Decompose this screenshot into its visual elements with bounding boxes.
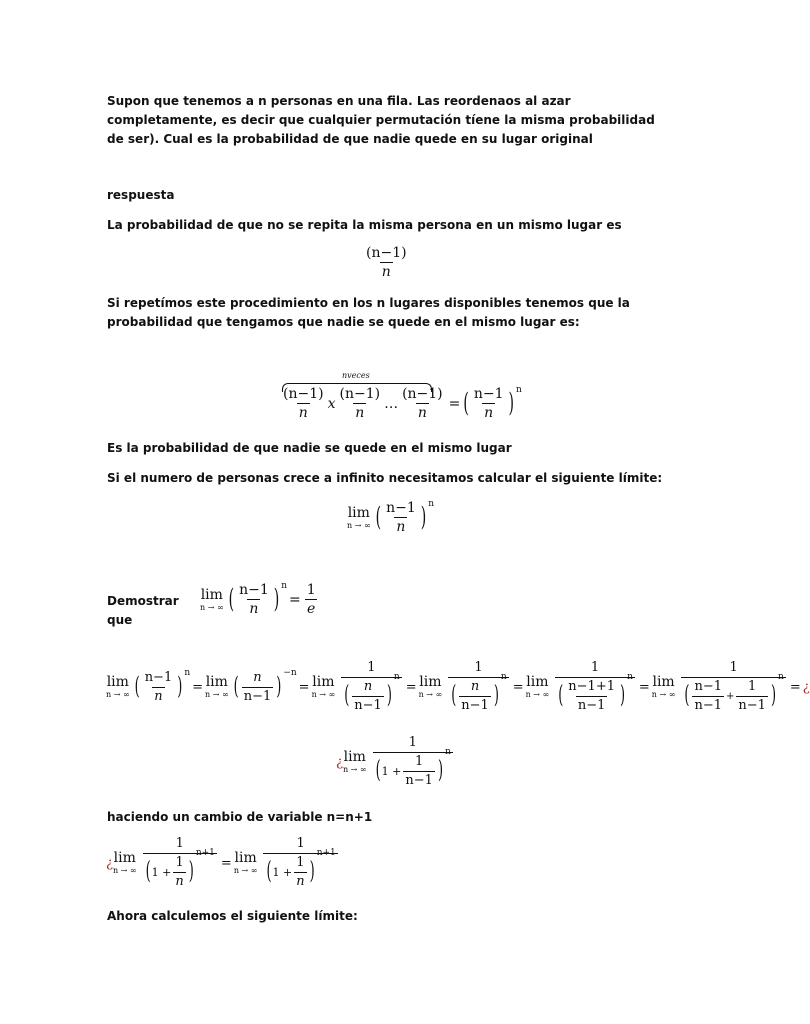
lim-word: lim	[419, 674, 442, 690]
formula-continued	[336, 735, 455, 789]
numerator: (n−1)	[339, 386, 381, 402]
equals-sign: =	[448, 395, 461, 412]
formula-product	[279, 386, 522, 421]
denominator: n	[298, 405, 308, 421]
denominator: n−1	[577, 698, 606, 713]
denominator	[341, 671, 402, 714]
inverted-question-mark: ¿	[106, 855, 113, 871]
numerator: n−1	[473, 386, 504, 402]
denominator: n	[296, 874, 305, 889]
formula-substitution	[106, 836, 340, 890]
numerator: 1	[175, 836, 184, 851]
denominator: n	[249, 601, 259, 617]
numerator: 1	[415, 754, 424, 769]
left-paren: (	[375, 502, 382, 533]
exponent: −n	[283, 668, 297, 678]
formula-limit	[347, 500, 434, 535]
equals-sign: =	[789, 679, 801, 695]
fraction	[692, 679, 724, 714]
denominator: n	[417, 405, 427, 421]
exponent: n+1	[195, 847, 215, 858]
demostrar-label: Demostrar que	[107, 594, 179, 627]
lim-subscript: n → ∞	[205, 690, 229, 699]
ellipsis: …	[384, 395, 399, 412]
lim-subscript: n → ∞	[347, 520, 371, 530]
exponent: n	[281, 580, 287, 591]
equals-sign: =	[298, 679, 310, 695]
one-plus: 1 +	[151, 865, 172, 879]
limit-operator	[419, 674, 443, 700]
inverted-question-mark: ¿	[336, 754, 343, 770]
denominator	[263, 847, 337, 890]
equals-sign: =	[405, 679, 417, 695]
numerator: n−1+1	[568, 679, 615, 694]
fraction	[337, 386, 382, 421]
lim-subscript: n → ∞	[418, 690, 443, 699]
numerator: 1	[729, 660, 738, 675]
formula-single-prob	[362, 245, 411, 280]
prob-line: La probabilidad de que no se repita la misma persona en un mismo lugar es	[107, 218, 622, 232]
exponent: n	[428, 498, 434, 509]
lim-subscript: n → ∞	[106, 690, 130, 699]
numerator: 1	[296, 836, 305, 851]
left-paren: (	[684, 681, 690, 710]
si-numero-line: Si el numero de personas crece a infinito necesitamos calcular el siguiente límite:	[107, 471, 663, 485]
lim-word: lim	[200, 586, 223, 603]
limit-operator	[652, 674, 676, 700]
fraction	[281, 386, 326, 421]
denominator: n−1	[354, 698, 382, 713]
limit-operator	[343, 749, 367, 775]
numerator: 1	[175, 855, 184, 870]
right-paren: )	[420, 502, 427, 533]
limit-operator	[113, 850, 137, 876]
left-paren: (	[451, 681, 457, 710]
denominator: n−1	[694, 698, 723, 713]
numerator: n−1	[144, 669, 173, 685]
numerator: n−1	[386, 500, 416, 516]
denominator	[681, 671, 785, 714]
fraction	[242, 670, 274, 705]
numerator: n	[253, 669, 262, 685]
exponent: n	[515, 384, 522, 395]
plus-sign: +	[726, 690, 735, 702]
numerator: 1	[748, 679, 757, 694]
fraction	[143, 836, 217, 890]
exponent: n	[393, 671, 400, 682]
lim-subscript: n → ∞	[112, 866, 137, 875]
left-paren: (	[145, 857, 151, 886]
lim-subscript: n → ∞	[525, 690, 550, 699]
fraction	[294, 855, 306, 890]
numerator: n−1	[239, 582, 269, 598]
numerator: (n−1)	[366, 245, 407, 261]
numerator: 1	[590, 660, 600, 675]
lim-subscript: n → ∞	[311, 690, 336, 699]
repeat-paragraph: Si repetímos este procedimiento en los n lugares disponibles tenemos que la probabilidad que tengamos que nadie se quede en el mismo lugar es:	[107, 296, 630, 329]
es-prob-line: Es la probabilidad de que nadie se quede en el mismo lugar	[107, 441, 512, 455]
numerator: 1	[367, 660, 376, 675]
left-paren: (	[266, 857, 272, 886]
denominator: n−1	[461, 698, 489, 713]
numerator: 1	[474, 660, 483, 675]
lim-subscript: n → ∞	[651, 690, 676, 699]
numerator: 1	[408, 735, 417, 750]
numerator: n	[470, 679, 480, 694]
fraction	[143, 670, 175, 705]
numerator: 1	[296, 855, 305, 870]
fraction	[736, 679, 768, 714]
lim-subscript: n → ∞	[200, 602, 224, 612]
limit-operator	[234, 850, 258, 876]
denominator	[143, 847, 217, 890]
denominator: n	[175, 874, 184, 889]
equals-sign: =	[192, 679, 204, 695]
numerator: (n−1)	[402, 386, 443, 402]
equals-sign: =	[220, 855, 232, 871]
equals-sign: =	[512, 679, 524, 695]
lim-word: lim	[113, 850, 136, 866]
denominator: n	[396, 519, 406, 535]
fraction	[403, 754, 435, 789]
nveces-label: nveces	[342, 371, 370, 380]
lim-word: lim	[652, 674, 675, 690]
exponent: n	[445, 746, 451, 757]
denominator	[555, 671, 635, 714]
limit-operator	[312, 674, 336, 700]
right-paren: )	[188, 857, 194, 886]
fraction	[263, 836, 337, 890]
lim-word: lim	[526, 674, 549, 690]
left-paren: (	[375, 756, 381, 785]
right-paren: )	[177, 672, 183, 702]
lim-word: lim	[312, 674, 335, 690]
fraction	[237, 582, 271, 617]
intro-paragraph: Supon que tenemos a n personas en una fila. Las reordenaos al azar completamente, es decir que cualquier permutación tíene la misma probabilidad de ser). Cual es la probabilidad de que nadie quede en su lugar original	[107, 94, 655, 146]
limit-operator	[205, 674, 229, 700]
fraction	[373, 735, 453, 789]
exponent: n	[184, 668, 191, 678]
denominator: n−1	[243, 688, 272, 704]
fraction	[681, 660, 785, 714]
lim-word: lim	[106, 674, 129, 690]
fraction	[305, 582, 318, 617]
limit-operator	[200, 587, 224, 613]
fraction	[472, 386, 506, 421]
fraction	[352, 679, 384, 714]
fraction	[364, 245, 409, 280]
formula-demostrar	[200, 582, 320, 617]
cambio-line: haciendo un cambio de variable n=n+1	[107, 810, 373, 824]
denominator	[373, 746, 453, 789]
limit-operator	[106, 674, 130, 700]
fraction	[400, 386, 445, 421]
denominator: n	[381, 264, 391, 280]
fraction	[459, 679, 491, 714]
respuesta-label: respuesta	[107, 188, 175, 202]
fraction	[384, 500, 418, 535]
denominator: n	[355, 405, 365, 421]
exponent: n	[778, 671, 784, 682]
fraction	[566, 679, 617, 714]
right-paren: )	[273, 584, 280, 615]
fraction	[448, 660, 509, 714]
left-paren: (	[344, 681, 350, 710]
denominator: n−1	[405, 773, 433, 788]
fraction	[341, 660, 402, 714]
equals-sign: =	[638, 679, 650, 695]
exponent: n+1	[316, 847, 336, 858]
left-paren: (	[463, 388, 469, 419]
ahora-line: Ahora calculemos el siguiente límite:	[107, 909, 358, 923]
numerator: n−1	[694, 679, 723, 694]
left-paren: (	[228, 584, 235, 615]
right-paren: )	[770, 681, 777, 710]
lim-word: lim	[347, 504, 370, 521]
numerator: n	[363, 679, 373, 694]
formula-chain	[106, 660, 810, 714]
left-paren: (	[233, 672, 239, 702]
denominator	[448, 671, 509, 714]
lim-word: lim	[205, 674, 228, 690]
equals-sign: =	[289, 591, 301, 608]
right-paren: )	[309, 857, 315, 886]
fraction	[555, 660, 635, 714]
exponent: n	[500, 671, 507, 682]
right-paren: )	[386, 681, 392, 710]
one-plus: 1 +	[272, 865, 293, 879]
lim-subscript: n → ∞	[233, 866, 258, 875]
denominator: e	[307, 601, 316, 617]
denominator: n	[154, 688, 163, 704]
inverted-question-mark: ¿	[802, 679, 810, 695]
limit-operator	[347, 505, 371, 531]
lim-word: lim	[234, 850, 257, 866]
exponent: n	[627, 671, 633, 682]
lim-word: lim	[343, 749, 366, 765]
numerator: 1	[306, 582, 316, 598]
right-paren: )	[493, 681, 499, 710]
one-plus: 1 +	[381, 764, 402, 778]
right-paren: )	[276, 672, 282, 702]
left-paren: (	[134, 672, 140, 702]
lim-subscript: n → ∞	[342, 765, 367, 774]
denominator: n−1	[738, 698, 766, 713]
right-paren: )	[437, 756, 444, 785]
times-sign: x	[327, 395, 336, 412]
numerator: (n−1)	[283, 386, 324, 402]
right-paren: )	[620, 681, 626, 710]
fraction	[173, 855, 185, 890]
limit-operator	[526, 674, 550, 700]
right-paren: )	[508, 388, 514, 419]
denominator: n	[484, 405, 494, 421]
left-paren: (	[558, 681, 564, 710]
